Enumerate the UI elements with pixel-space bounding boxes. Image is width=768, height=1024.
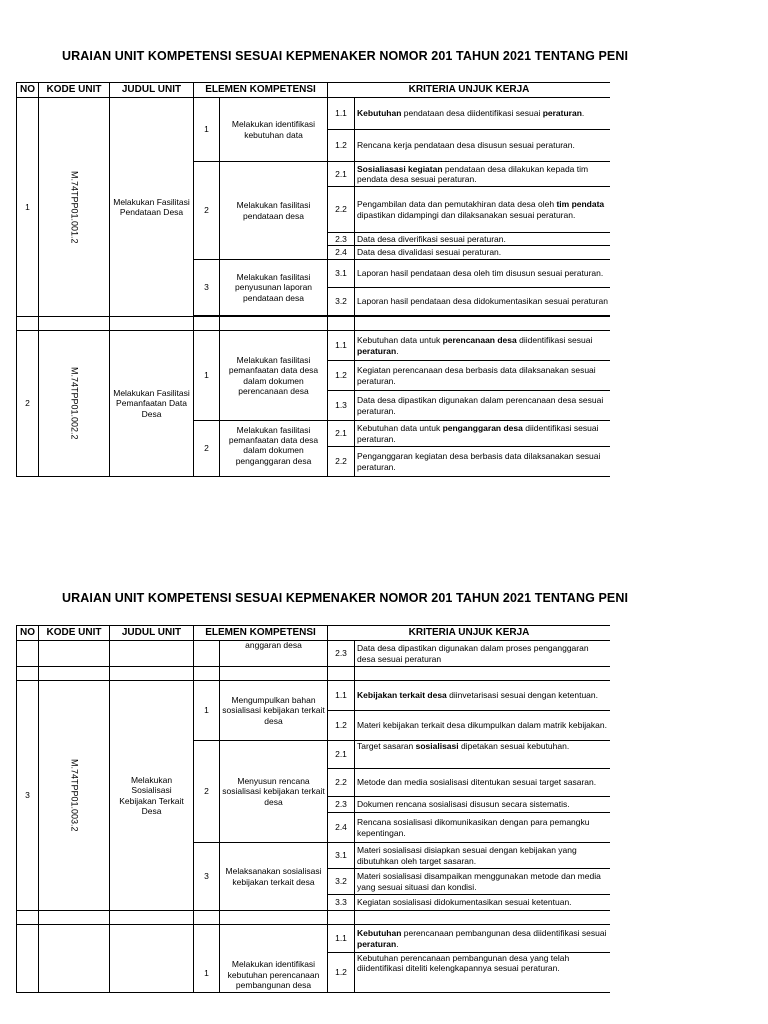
kuk-text: Sosialiasasi kegiatan pendataan desa dilakukan kepada tim pendata desa sesuai peraturan. <box>355 162 610 187</box>
header-no: NO <box>17 626 39 641</box>
unit-title: Melakukan Sosialisasi Kebijakan Terkait Desa <box>110 681 194 911</box>
kuk-text: Kebutuhan perencanaan pembangunan desa yang telah diidentifikasi diteliti kelengkapannya sesuai peraturan. <box>355 953 610 993</box>
kuk-number: 2.4 <box>328 813 355 843</box>
kuk-text: Data desa dipastikan digunakan dalam perencanaan desa sesuai peraturan. <box>355 391 610 421</box>
unit-code: M.74TPP01.002.2 <box>39 331 110 477</box>
unit-no: 1 <box>17 98 39 317</box>
unit-no: 2 <box>17 331 39 477</box>
kuk-text: Penganggaran kegiatan desa berbasis data dilaksanakan sesuai peraturan. <box>355 447 610 477</box>
element-text: Melakukan fasilitasi penyusunan laporan pendataan desa <box>220 260 328 316</box>
kuk-text: Target sasaran sosialisasi dipetakan sesuai kebutuhan. <box>355 741 610 769</box>
kuk-text: Pengambilan data dan pemutakhiran data desa oleh tim pendata dipastikan didampingi dan dilaksanakan sesuai peraturan. <box>355 187 610 233</box>
kuk-number: 3.1 <box>328 260 355 288</box>
unit-no: 3 <box>17 681 39 911</box>
kuk-number: 3.2 <box>328 288 355 316</box>
kuk-number: 2.3 <box>328 641 355 667</box>
kuk-text: Kebutuhan pendataan desa diidentifikasi sesuai peraturan. <box>355 98 610 130</box>
element-text: Melakukan fasilitasi pemanfaatan data desa dalam dokumen perencanaan desa <box>220 331 328 421</box>
kuk-number: 2.1 <box>328 741 355 769</box>
header-kuk: KRITERIA UNJUK KERJA <box>328 83 610 98</box>
unit-title: Melakukan Fasilitasi Pemanfaatan Data Desa <box>110 331 194 477</box>
kuk-text: Data desa diverifikasi sesuai peraturan. <box>355 233 610 246</box>
element-text: Melakukan fasilitasi pendataan desa <box>220 162 328 260</box>
kuk-text: Dokumen rencana sosialisasi disusun secara sistematis. <box>355 797 610 813</box>
document-title: URAIAN UNIT KOMPETENSI SESUAI KEPMENAKER NOMOR 201 TAHUN 2021 TENTANG PENI <box>62 591 629 605</box>
element-text: Melakukan identifikasi kebutuhan data <box>220 98 328 162</box>
kuk-text: Data desa divalidasi sesuai peraturan. <box>355 246 610 260</box>
header-elemen: ELEMEN KOMPETENSI <box>194 83 328 98</box>
element-number: 2 <box>194 741 220 843</box>
kuk-text: Kebutuhan data untuk perencanaan desa diidentifikasi sesuai peraturan. <box>355 331 610 361</box>
kuk-number: 1.2 <box>328 130 355 162</box>
kuk-text: Materi sosialisasi disiapkan sesuai dengan kebijakan yang dibutuhkan oleh target sasaran. <box>355 843 610 869</box>
header-no: NO <box>17 83 39 98</box>
kuk-number: 1.1 <box>328 681 355 711</box>
competency-table <box>16 625 610 993</box>
kuk-text: Kegiatan sosialisasi didokumentasikan sesuai ketentuan. <box>355 895 610 911</box>
kuk-number: 1.1 <box>328 98 355 130</box>
spacer-row <box>17 667 611 681</box>
element-text: anggaran desa <box>220 641 328 667</box>
kuk-text: Kebutuhan data untuk penganggaran desa diidentifikasi sesuai peraturan. <box>355 421 610 447</box>
kuk-number: 2.3 <box>328 797 355 813</box>
element-number: 1 <box>194 331 220 421</box>
kuk-text: Data desa dipastikan digunakan dalam proses penganggaran desa sesuai peraturan <box>355 641 610 667</box>
unit-code: M.74TPP01.001.2 <box>39 98 110 317</box>
unit-title: Melakukan Fasilitasi Pendataan Desa <box>110 98 194 317</box>
kuk-text: Laporan hasil pendataan desa oleh tim disusun sesuai peraturan. <box>355 260 610 288</box>
header-kode-unit: KODE UNIT <box>39 83 110 98</box>
kuk-text: Materi kebijakan terkait desa dikumpulkan dalam matrik kebijakan. <box>355 711 610 741</box>
kuk-number: 2.2 <box>328 187 355 233</box>
kuk-number: 2.2 <box>328 769 355 797</box>
element-text: Mengumpulkan bahan sosialisasi kebijakan terkait desa <box>220 681 328 741</box>
kuk-number: 1.2 <box>328 953 355 993</box>
kuk-text: Kebijakan terkait desa diinvetarisasi sesuai dengan ketentuan. <box>355 681 610 711</box>
kuk-number: 1.2 <box>328 711 355 741</box>
kuk-text: Metode dan media sosialisasi ditentukan sesuai target sasaran. <box>355 769 610 797</box>
header-elemen: ELEMEN KOMPETENSI <box>194 626 328 641</box>
element-text: Menyusun rencana sosialisasi kebijakan terkait desa <box>220 741 328 843</box>
kuk-number: 2.3 <box>328 233 355 246</box>
kuk-number: 2.2 <box>328 447 355 477</box>
header-judul-unit: JUDUL UNIT <box>110 626 194 641</box>
element-number: 3 <box>194 843 220 911</box>
kuk-number: 1.1 <box>328 331 355 361</box>
kuk-text: Rencana sosialisasi dikomunikasikan dengan para pemangku kepentingan. <box>355 813 610 843</box>
element-number: 1 <box>194 925 220 993</box>
kuk-text: Kegiatan perencanaan desa berbasis data dilaksanakan sesuai peraturan. <box>355 361 610 391</box>
page-2 <box>0 560 768 1024</box>
header-kode-unit: KODE UNIT <box>39 626 110 641</box>
header-kuk: KRITERIA UNJUK KERJA <box>328 626 610 641</box>
kuk-number: 1.1 <box>328 925 355 953</box>
element-number: 1 <box>194 98 220 162</box>
kuk-number: 2.1 <box>328 162 355 187</box>
unit-code: M.74TPP01.003.2 <box>39 681 110 911</box>
element-number: 3 <box>194 260 220 316</box>
element-number: 2 <box>194 162 220 260</box>
competency-table <box>16 82 610 477</box>
element-text: Melaksanakan sosialisasi kebijakan terkait desa <box>220 843 328 911</box>
element-text: Melakukan identifikasi kebutuhan perencanaan pembangunan desa <box>220 925 328 993</box>
page-1 <box>0 0 768 484</box>
kuk-text: Materi sosialisasi disampaikan menggunakan metode dan media yang sesuai situasi dan kondisi. <box>355 869 610 895</box>
kuk-number: 1.3 <box>328 391 355 421</box>
kuk-number: 3.3 <box>328 895 355 911</box>
kuk-number: 3.1 <box>328 843 355 869</box>
spacer-row <box>17 911 611 925</box>
kuk-number: 1.2 <box>328 361 355 391</box>
header-judul-unit: JUDUL UNIT <box>110 83 194 98</box>
kuk-text: Laporan hasil pendataan desa didokumentasikan sesuai peraturan <box>355 288 610 316</box>
element-text: Melakukan fasilitasi pemanfaatan data desa dalam dokumen penganggaran desa <box>220 421 328 477</box>
document-title: URAIAN UNIT KOMPETENSI SESUAI KEPMENAKER NOMOR 201 TAHUN 2021 TENTANG PENI <box>62 49 629 63</box>
kuk-number: 3.2 <box>328 869 355 895</box>
spacer-row <box>17 317 611 331</box>
element-number: 2 <box>194 421 220 477</box>
kuk-text: Rencana kerja pendataan desa disusun sesuai peraturan. <box>355 130 610 162</box>
kuk-number: 2.4 <box>328 246 355 260</box>
kuk-text: Kebutuhan perencanaan pembangunan desa diidentifikasi sesuai peraturan. <box>355 925 610 953</box>
element-number: 1 <box>194 681 220 741</box>
kuk-number: 2.1 <box>328 421 355 447</box>
